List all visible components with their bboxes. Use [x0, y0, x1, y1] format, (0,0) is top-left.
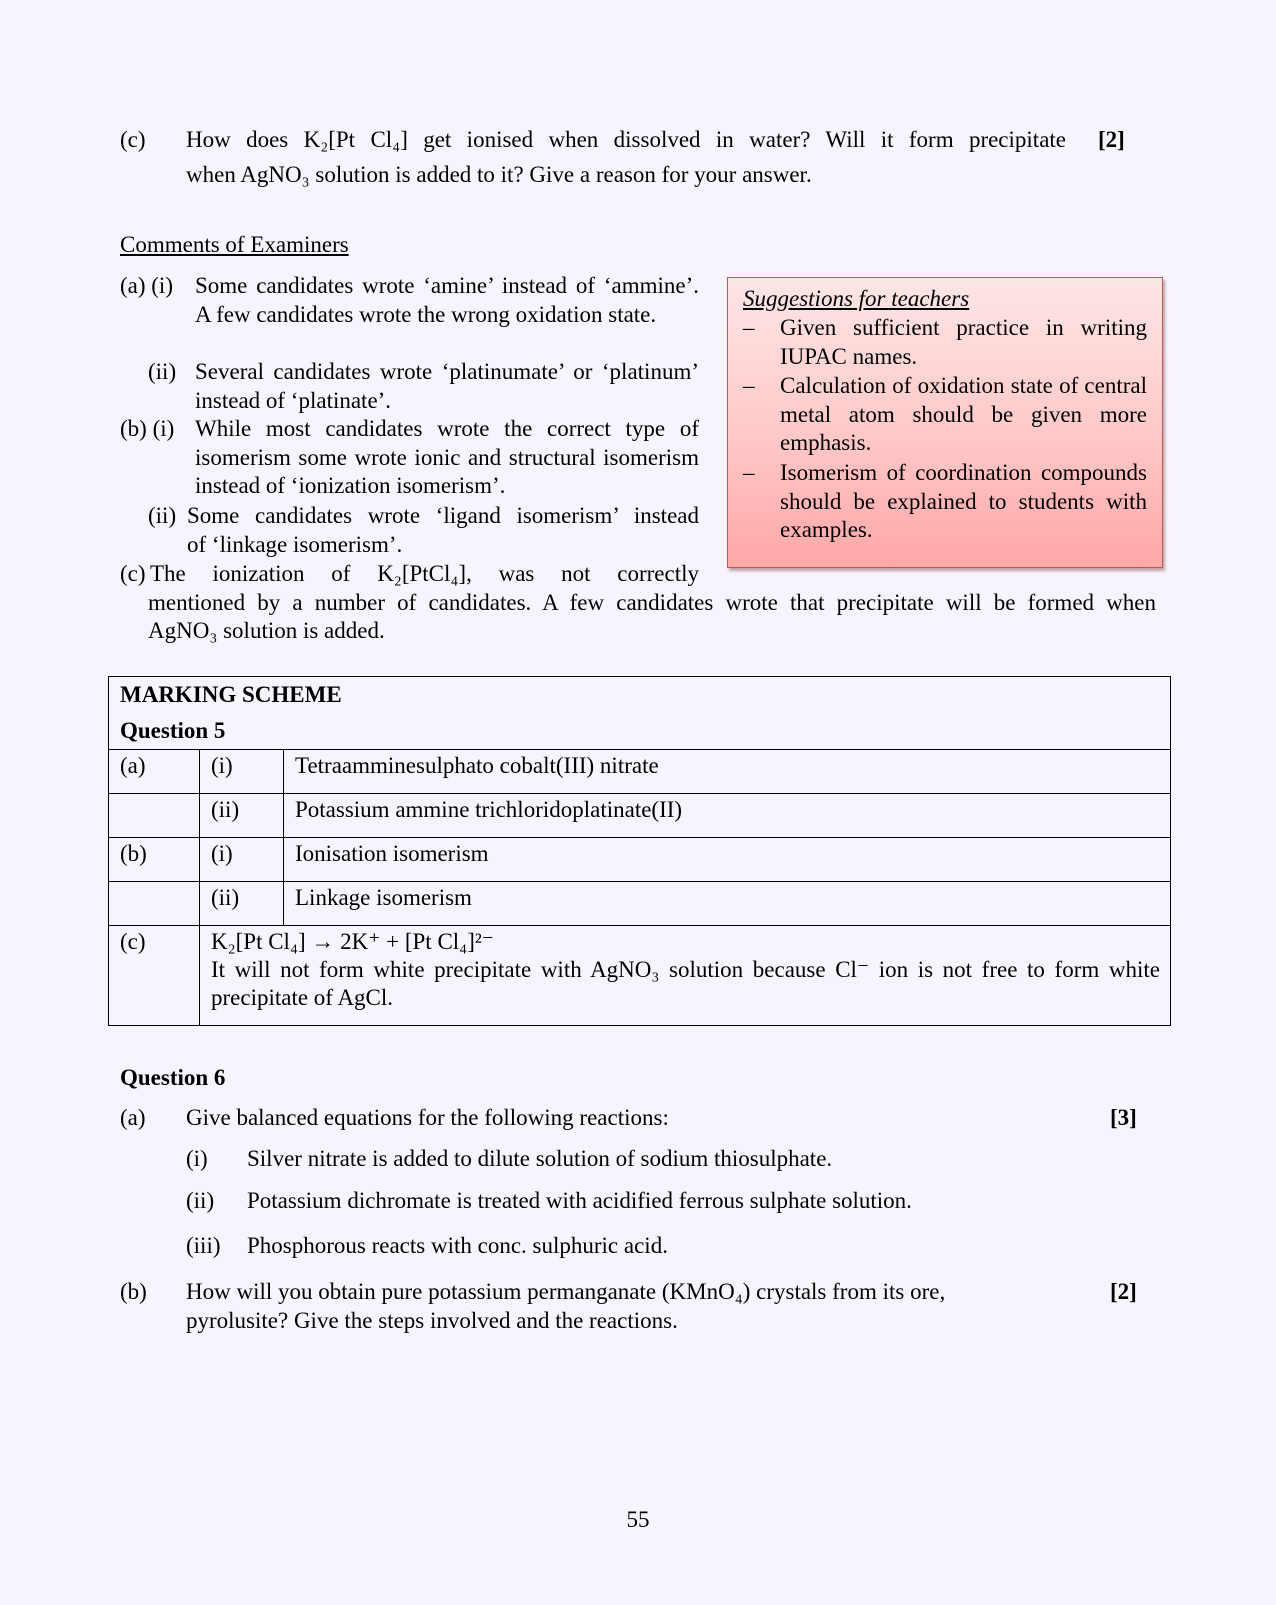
comments-title: Comments of Examiners [120, 232, 349, 257]
question-6b-label: (b) [120, 1279, 147, 1304]
table-row [109, 838, 1171, 882]
sub-question-text: Potassium dichromate is treated with acidified ferrous sulphate solution. [247, 1188, 912, 1213]
answer-cell-c [200, 926, 1171, 1026]
suggestion-item: Calculation of oxidation state of central metal atom should be given more emphasis. [780, 373, 1147, 455]
part-cell [109, 794, 200, 838]
question-6a-marks: [3] [1110, 1105, 1137, 1130]
suggestion-bullet-dash: – [743, 373, 755, 398]
sub-question-text: Silver nitrate is added to dilute solution of sodium thiosulphate. [247, 1146, 833, 1171]
answer-cell: Potassium ammine trichloridoplatinate(II) [284, 794, 1171, 838]
comment-a-ii: Several candidates wrote ‘platinumate’ or ‘platinum’ instead of ‘platinate’. [195, 359, 699, 413]
sub-part-cell: (ii) [200, 794, 284, 838]
comment-b-ii [187, 502, 699, 559]
comment-a-i: Some candidates wrote ‘amine’ instead of ‘ammine’. A few candidates wrote the wrong oxidation state. [195, 273, 699, 327]
marking-scheme-table [108, 676, 1171, 1026]
part-cell [109, 882, 200, 926]
comment-b-ii-line2: of ‘linkage isomerism’. [187, 531, 403, 557]
table-row [109, 926, 1171, 1026]
comment-b-ii-label: (ii) [148, 503, 177, 528]
comment-b-i-label: (b) (i) [120, 416, 175, 441]
answer-cell: Tetraamminesulphato cobalt(III) nitrate [284, 750, 1171, 794]
question-c-text-line2: when AgNO₃ solution is added to it? Give a reason for your answer. [186, 162, 812, 187]
suggestion-item: Given sufficient practice in writing IUPAC names. [780, 315, 1147, 369]
page-number: 55 [626, 1507, 650, 1532]
comment-a-i-label: (a) (i) [120, 273, 173, 298]
sub-part-cell: (ii) [200, 882, 284, 926]
comment-c-line2: mentioned by a number of candidates. A few candidates wrote that precipitate will be formed when [148, 590, 1156, 615]
answer-cell: Linkage isomerism [284, 882, 1171, 926]
marking-scheme-question: Question 5 [120, 718, 226, 743]
sub-question-label: (iii) [186, 1233, 221, 1258]
marking-scheme-header [109, 677, 1171, 750]
sub-question-text: Phosphorous reacts with conc. sulphuric acid. [247, 1233, 668, 1258]
comment-c-line3: AgNO₃ solution is added. [148, 618, 385, 643]
question-6b-marks: [2] [1110, 1279, 1137, 1304]
comment-a-ii-label: (ii) [148, 359, 177, 384]
suggestion-bullet-dash: – [743, 460, 755, 485]
table-row [109, 794, 1171, 838]
question-6-title: Question 6 [120, 1065, 226, 1090]
suggestion-bullet-dash: – [743, 315, 755, 340]
question-6b-text-line2: pyrolusite? Give the steps involved and the reactions. [186, 1308, 678, 1333]
answer-cell: Ionisation isomerism [284, 838, 1171, 882]
comment-c-line1: The ionization of K₂[PtCl₄], was not correctly [150, 561, 699, 586]
part-cell: (b) [109, 838, 200, 882]
comment-b-i: While most candidates wrote the correct type of isomerism some wrote ionic and structural isomerism instead of ‘ionization isomerism’. [195, 416, 699, 498]
suggestions-title: Suggestions for teachers [743, 286, 970, 311]
marking-scheme-title: MARKING SCHEME [120, 682, 342, 707]
question-c-text-line1: How does K₂[Pt Cl₄] get ionised when dissolved in water? Will it form precipitate [186, 127, 1066, 152]
comment-c-label: (c) [120, 561, 146, 586]
sub-part-cell: (i) [200, 838, 284, 882]
precipitate-explanation: It will not form white precipitate with AgNO₃ solution because Cl⁻ ion is not free to form white precipitate of AgCl. [211, 957, 1160, 1010]
question-6a-text: Give balanced equations for the following reactions: [186, 1105, 669, 1130]
question-6a-label: (a) [120, 1105, 146, 1130]
question-c-label: (c) [120, 127, 146, 152]
ionisation-equation: K₂[Pt Cl₄] → 2K⁺ + [Pt Cl₄]²⁻ [211, 929, 494, 954]
question-c-marks: [2] [1098, 127, 1125, 152]
part-cell: (a) [109, 750, 200, 794]
suggestion-item: Isomerism of coordination compounds should be explained to students with examples. [780, 460, 1147, 542]
sub-question-label: (ii) [186, 1188, 215, 1213]
comment-b-ii-line1: Some candidates wrote ‘ligand isomerism’ instead [187, 503, 699, 528]
question-6b-text-line1: How will you obtain pure potassium permanganate (KMnO₄) crystals from its ore, [186, 1279, 946, 1304]
sub-part-cell: (i) [200, 750, 284, 794]
table-row [109, 750, 1171, 794]
table-row [109, 882, 1171, 926]
sub-question-label: (i) [186, 1146, 208, 1171]
part-cell: (c) [109, 926, 200, 1026]
